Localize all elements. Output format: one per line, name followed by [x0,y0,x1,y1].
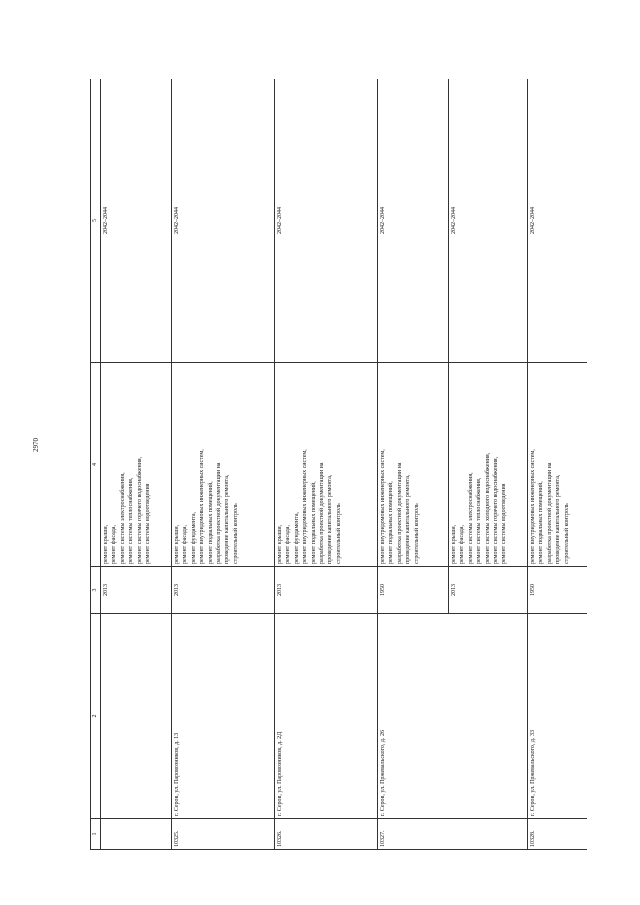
address-cell: г. Серов, ул. Паровозников, д. 2Д [275,614,378,819]
work-item: разработка проектной документации на [396,462,403,564]
year-cell: 2013 [449,567,528,614]
year-cell: 1950 [528,567,588,614]
column-number: 5 [91,79,101,363]
table-row [378,79,449,850]
works-cell [378,363,449,567]
work-item: ремонт внутридомовых инженерных систем, [302,449,309,564]
year-cell: 2013 [172,567,275,614]
work-item: ремонт фундамента, [293,512,300,564]
work-item: ремонт фасада, [285,525,292,564]
work-item: ремонт фасада, [182,525,189,564]
table-body [101,79,588,850]
period-cell: 2042–2044 [275,79,378,363]
work-item: ремонт фасада, [459,525,466,564]
work-item: ремонт внутридомовых инженерных систем, [530,449,536,564]
work-item: ремонт системы водоотведения [145,483,152,564]
work-item: ремонт подвальных помещений, [310,481,317,564]
address-cell: г. Серов, ул. Пржевальского, д. 33 [528,614,588,819]
work-item: ремонт системы теплоснабжения, [128,477,135,564]
work-item: ремонт подвальных помещений, [538,481,545,564]
work-item: ремонт крыши, [451,524,457,564]
work-item: ремонт фасада, [111,525,118,564]
period-cell: 2042–2044 [528,79,588,363]
work-item: ремонт внутридомовых инженерных систем, [199,449,206,564]
rotated-table-area [90,79,587,850]
work-item: строительный контроль [413,503,420,564]
works-cell [275,363,378,567]
work-item: ремонт фундамента, [190,512,197,564]
column-number: 2 [91,614,101,819]
work-item: разработка проектной документации на [216,462,223,564]
table-row [528,79,588,850]
column-number: 3 [91,567,101,614]
work-item: ремонт системы холодного водоснабжения, [484,452,491,564]
work-item: разработка проектной документации на [319,462,326,564]
column-number: 4 [91,363,101,567]
period-cell: 2042–2044 [172,79,275,363]
period-cell: 2042–2044 [101,79,172,363]
table-row [275,79,378,850]
row-number-cell: 10325. [172,819,275,850]
column-number: 1 [91,819,101,850]
year-cell: 2013 [101,567,172,614]
period-cell: 2042–2044 [378,79,449,363]
work-item: ремонт системы горячего водоснабжения, [136,456,143,564]
work-item: ремонт подвальных помещений, [388,481,395,564]
work-item: проведение капитального ремонта, [327,474,334,564]
address-cell [101,614,172,819]
work-item: проведение капитального ремонта, [224,474,231,564]
works-cell [172,363,275,567]
work-item: строительный контроль [563,503,570,564]
work-item: ремонт внутридомовых инженерных систем, [380,449,386,564]
work-item: ремонт системы горячего водоснабжения, [493,456,500,564]
table-row [172,79,275,850]
row-number-cell: 10328. [528,819,588,850]
work-item: строительный контроль [232,503,239,564]
work-item: проведение капитального ремонта, [555,474,562,564]
work-item: ремонт крыши, [277,524,283,564]
works-cell [528,363,588,567]
repair-schedule-table [90,79,587,850]
works-cell [449,363,528,567]
work-item: разработка проектной документации на [546,462,553,564]
works-cell [101,363,172,567]
work-item: ремонт системы электроснабжения, [467,472,474,564]
year-cell: 2013 [275,567,378,614]
table-row [101,79,172,850]
work-item: ремонт системы водоотведения [501,483,508,564]
work-item: ремонт крыши, [103,524,109,564]
work-item: ремонт крыши, [174,524,180,564]
period-cell: 2042–2044 [449,79,528,363]
address-cell: г. Серов, ул. Пржевальского, д. 26 [378,614,528,819]
row-number-cell: 10327. [378,819,528,850]
work-item: проведение капитального ремонта, [405,474,412,564]
row-number-cell [101,819,172,850]
column-number-row [91,79,101,850]
work-item: ремонт системы электроснабжения, [119,472,126,564]
work-item: строительный контроль [335,503,342,564]
address-cell: г. Серов, ул. Паровозников, д. 13 [172,614,275,819]
page-number: 2970 [32,438,40,452]
row-number-cell: 10326. [275,819,378,850]
work-item: ремонт подвальных помещений, [207,481,214,564]
year-cell: 1950 [378,567,449,614]
work-item: ремонт системы теплоснабжения, [476,477,483,564]
